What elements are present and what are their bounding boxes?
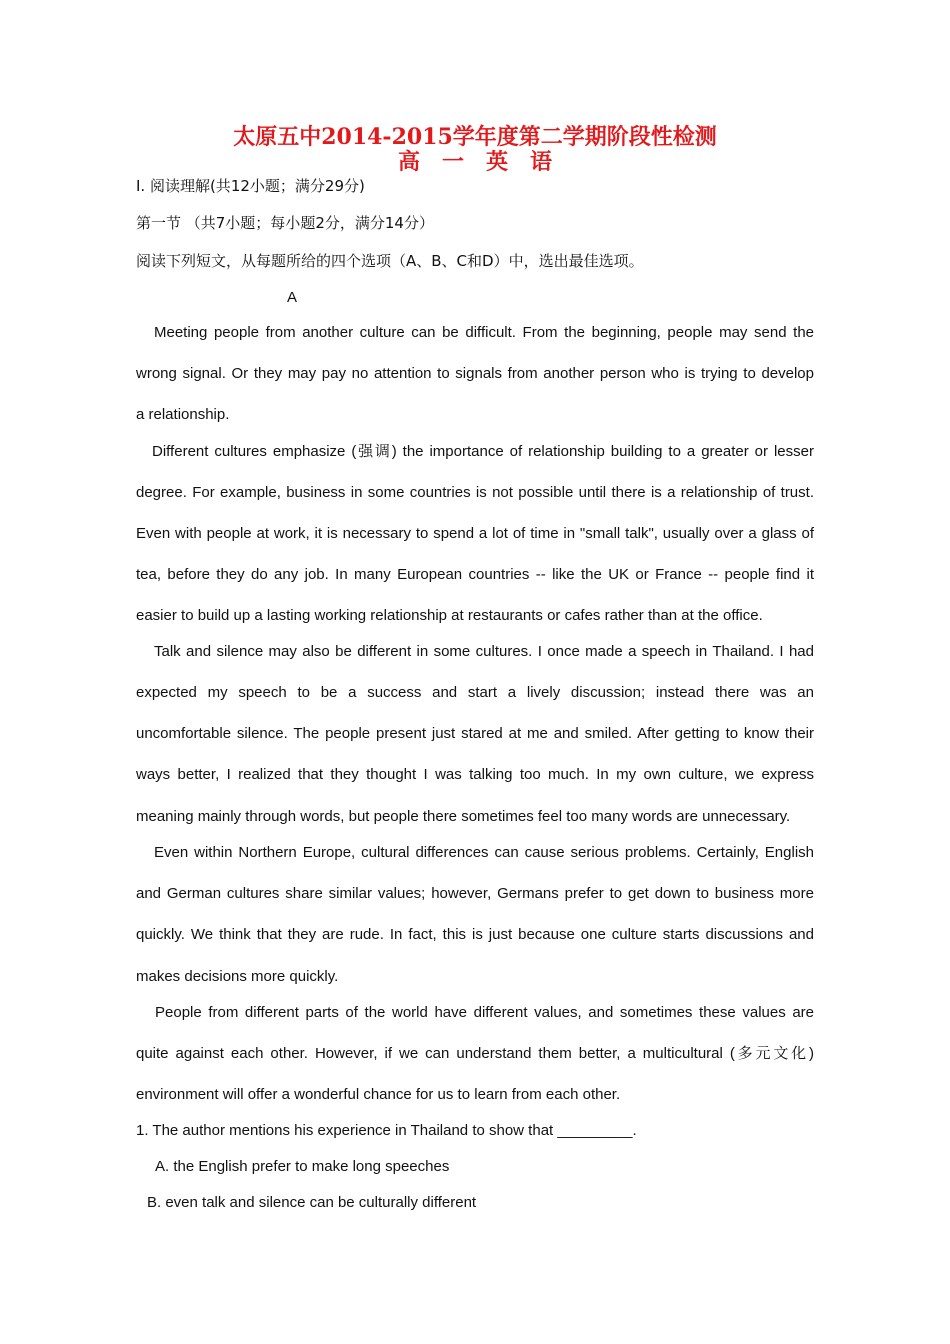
passage-line: degree. For example, business in some countries is not possible until there is a relationship of trust. (136, 484, 814, 501)
passage-line: Even with people at work, it is necessary to spend a lot of time in "small talk", usually over a glass of (136, 525, 814, 542)
instruction-text: 阅读下列短文，从每题所给的四个选项（A、B、C和D）中，选出最佳选项。 (136, 252, 644, 270)
question-1-option-b: B. even talk and silence can be culturally different (147, 1194, 477, 1211)
passage-line: Even within Northern Europe, cultural differences can cause serious problems. Certainly, English (154, 844, 814, 861)
passage-line: Meeting people from another culture can be difficult. From the beginning, people may send the (154, 324, 814, 341)
passage-line: meaning mainly through words, but people there sometimes feel too many words are unnecessary. (136, 808, 791, 825)
passage-line: wrong signal. Or they may pay no attention to signals from another person who is trying to develop (136, 365, 814, 382)
passage-label: A (287, 289, 298, 306)
exam-subtitle: 高 一 英 语 (397, 149, 552, 175)
passage-line: environment will offer a wonderful chance for us to learn from each other. (136, 1086, 621, 1103)
part-heading: I. 阅读理解(共12小题；满分29分) (136, 177, 365, 195)
passage-line: easier to build up a lasting working relationship at restaurants or cafes rather than at the office. (136, 607, 763, 624)
passage-line: and German cultures share similar values; however, Germans prefer to get down to business more (136, 885, 814, 902)
passage-line: quickly. We think that they are rude. In fact, this is just because one culture starts discussions and (136, 926, 814, 943)
question-1: 1. The author mentions his experience in Thailand to show that _________. (136, 1122, 637, 1139)
passage-line: a relationship. (136, 406, 230, 423)
passage-line: makes decisions more quickly. (136, 968, 339, 985)
passage-line: Talk and silence may also be different in some cultures. I once made a speech in Thailand. I had (154, 643, 814, 660)
exam-title: 太原五中2014-2015学年度第二学期阶段性检测 (233, 124, 717, 150)
subsection-heading: 第一节 （共7小题；每小题2分，满分14分） (136, 214, 434, 232)
passage-line: People from different parts of the world have different values, and sometimes these values are (155, 1004, 814, 1021)
passage-line: Different cultures emphasize (强调) the importance of relationship building to a greater or lesser (152, 443, 814, 460)
passage-line: expected my speech to be a success and start a lively discussion; instead there was an (136, 684, 814, 701)
passage-line: uncomfortable silence. The people present just stared at me and smiled. After getting to know their (136, 725, 814, 742)
passage-line: tea, before they do any job. In many European countries -- like the UK or France -- people find it (136, 566, 814, 583)
question-1-option-a: A. the English prefer to make long speeches (155, 1158, 450, 1175)
passage-line: quite against each other. However, if we can understand them better, a multicultural (多元文化) (136, 1045, 814, 1062)
passage-line: ways better, I realized that they thought I was talking too much. In my own culture, we express (136, 766, 814, 783)
